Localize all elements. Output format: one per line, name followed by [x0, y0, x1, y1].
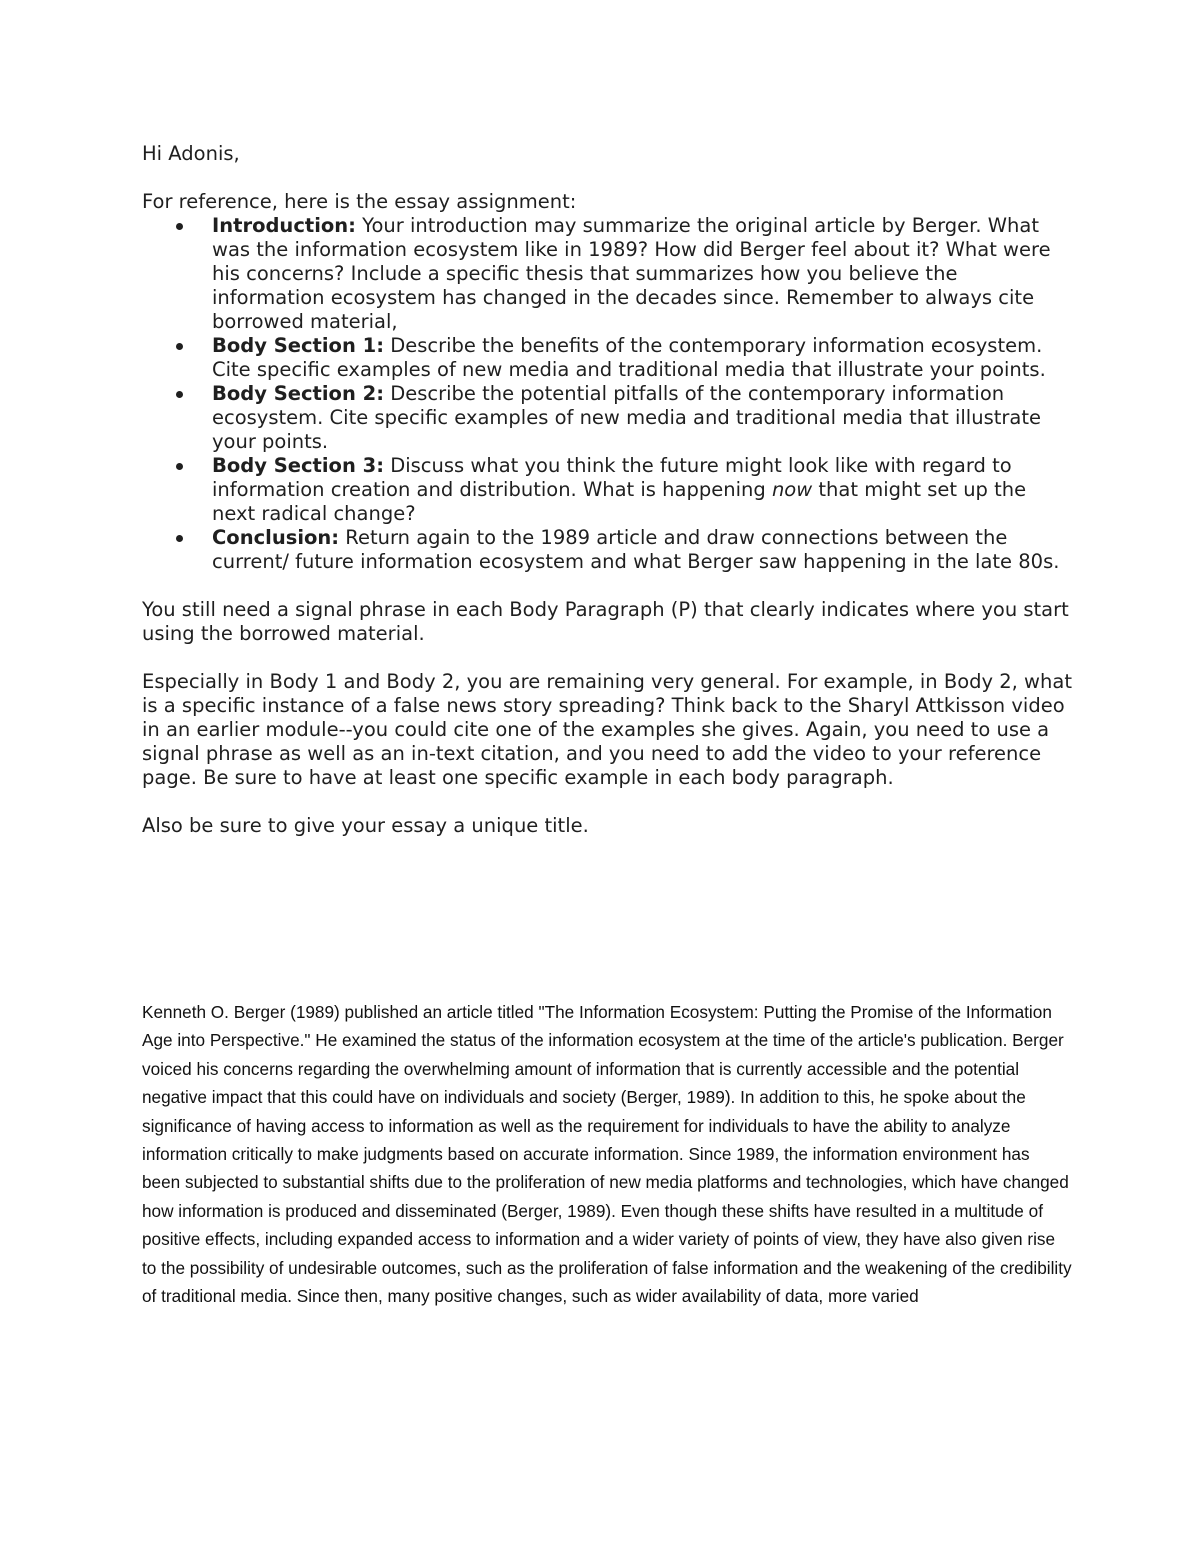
bullet-text-continued: that might set up the next radical change? [212, 478, 1027, 525]
feedback-paragraph-signal-phrase: You still need a signal phrase in each Body Paragraph (P) that clearly indicates where you start using the borrowed material. [142, 598, 1069, 645]
bullet-label: Body Section 2: [212, 382, 384, 405]
bullet-text: Describe the benefits of the contemporary information ecosystem. Cite specific examples of new media and traditional media that illustrate your points. [212, 334, 1046, 381]
list-item [142, 334, 1072, 382]
assignment-intro: For reference, here is the essay assignment: [142, 190, 577, 213]
list-item [142, 454, 1072, 526]
bullet-text: Discuss what you think the future might look like with regard to information creation and distribution. What is happening [212, 454, 1012, 501]
bullet-icon [176, 535, 183, 542]
bullet-text: Describe the potential pitfalls of the contemporary information ecosystem. Cite specific examples of new media and traditional media that illustrate your points. [212, 382, 1041, 453]
feedback-paragraph-specifics: Especially in Body 1 and Body 2, you are remaining very general. For example, in Body 2, what is a specific instance of a false news story spreading? Think back to the Sharyl Attkisson video in an earlier module--you could cite one of the examples she gives. Again, you need to use a signal phrase as well as an in-text citation, and you need to add the video to your reference page. Be sure to have at least one specific example in each body paragraph. [142, 670, 1072, 789]
greeting: Hi Adonis, [142, 142, 240, 165]
bullet-text: Your introduction may summarize the original article by Berger. What was the information ecosystem like in 1989? How did Berger feel about it? What were his concerns? Include a specific thesis that summarizes how you believe the information ecosystem has changed in the decades since. Remember to always cite borrowed material, [212, 214, 1051, 333]
assignment-list [142, 214, 1072, 574]
list-item [142, 214, 1072, 334]
bullet-emphasis: now [771, 478, 813, 501]
bullet-icon [176, 391, 183, 398]
bullet-text: Return again to the 1989 article and draw connections between the current/ future information ecosystem and what Berger saw happening in the late 80s. [212, 526, 1060, 573]
list-item [142, 382, 1072, 454]
bullet-label: Introduction: [212, 214, 356, 237]
bullet-icon [176, 223, 183, 230]
bullet-icon [176, 463, 183, 470]
bullet-icon [176, 343, 183, 350]
bullet-label: Body Section 3: [212, 454, 384, 477]
feedback-letter [142, 142, 1072, 838]
bullet-label: Conclusion: [212, 526, 340, 549]
list-item [142, 526, 1072, 574]
essay-paragraph: Kenneth O. Berger (1989) published an article titled "The Information Ecosystem: Putting the Promise of the Information Age into Perspective." He examined the status of the information ecosystem at the time of the article's publication. Berger voiced his concerns regarding the overwhelming amount of information that is currently accessible and the potential negative impact that this could have on individuals and society (Berger, 1989). In addition to this, he spoke about the significance of having access to information as well as the requirement for individuals to have the ability to analyze information critically to make judgments based on accurate information. Since 1989, the information environment has been subjected to substantial shifts due to the proliferation of new media platforms and technologies, which have changed how information is produced and disseminated (Berger, 1989). Even though these shifts have resulted in a multitude of positive effects, including expanded access to information and a wider variety of points of view, they have also given rise to the possibility of undesirable outcomes, such as the proliferation of false information and the weakening of the credibility of traditional media. Since then, many positive changes, such as wider availability of data, more varied [142, 1002, 1072, 1307]
bullet-label: Body Section 1: [212, 334, 384, 357]
feedback-paragraph-title: Also be sure to give your essay a unique title. [142, 814, 589, 837]
